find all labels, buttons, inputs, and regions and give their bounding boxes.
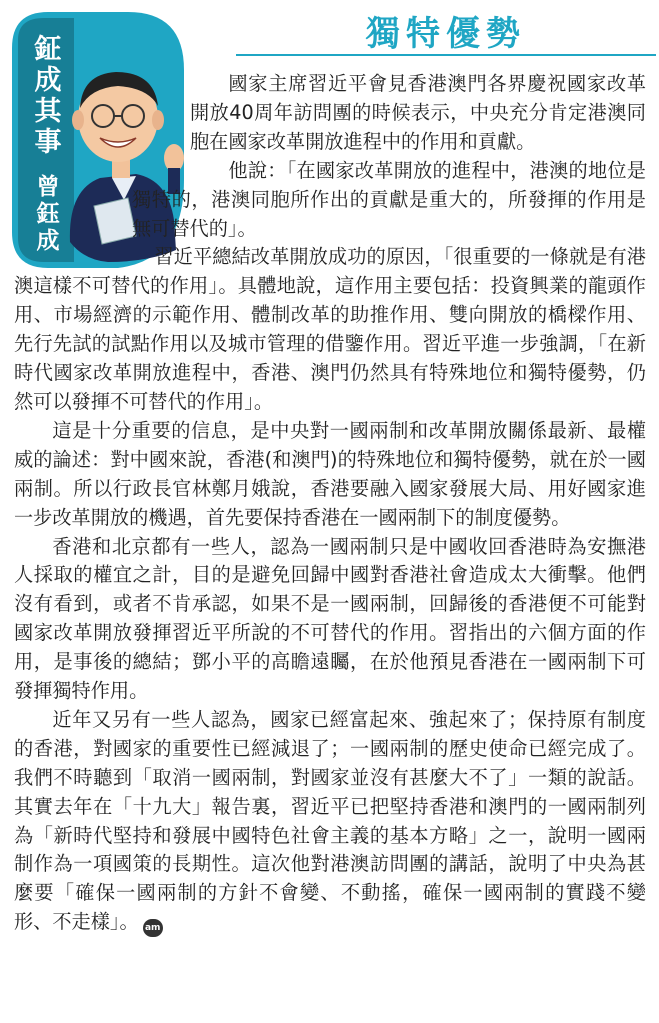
article-headline [236, 6, 656, 58]
badge-wrap-spacer [14, 70, 190, 182]
paragraph: 他說：「在國家改革開放的進程中，港澳的地位是獨特的，港澳同胞所作出的貢獻是重大的，所發揮的作用是無可替代的」。 [132, 158, 646, 240]
paragraph: 這是十分重要的信息，是中央對一國兩制和改革開放關係最新、最權威的論述：對中國來說，香港(和澳門)的特殊地位和獨特優勢，就在於一國兩制。所以行政長官林鄭月娥說，香港要融入國家發展大局、用好國家進一步改革開放的機遇，首先要保持香港在一國兩制下的制度優勢。 [14, 418, 646, 529]
paragraph: 香港和北京都有一些人，認為一國兩制只是中國收回香港時為安撫港人採取的權宜之計，目的是避免回歸中國對香港社會造成太大衝擊。他們沒有看到，或者不肯承認，如果不是一國兩制，回歸後的香港便不可能對國家改革開放發揮習近平所說的不可替代的作用。習指出的六個方面的作用，是事後的總結；鄧小平的高瞻遠矚，在於他預見香港在一國兩制下可發揮獨特作用。 [14, 534, 646, 703]
column-name: 鉦成其事 [34, 34, 62, 158]
paragraph-last-text: 近年又另有一些人認為，國家已經富起來、強起來了；保持原有制度的香港，對國家的重要性已經減退了；一國兩制的歷史使命已經完成了。我們不時聽到「取消一國兩制，對國家並沒有甚麼大不了」一類的說話。其實去年在「十九大」報告裏，習近平已把堅持香港和澳門的一國兩制列為「新時代堅持和發展中國特色社會主義的基本方略」之一，說明一國兩制作為一項國策的長期性。這次他對港澳訪問團的講話，說明了中央為甚麼要「確保一國兩制的方針不會變、不動搖，確保一國兩制的實踐不變形、不走樣」。 [14, 707, 646, 934]
headline-underline [236, 54, 656, 56]
badge-wrap-spacer-bottom [14, 240, 116, 270]
end-of-article-mark-icon: am [143, 919, 163, 937]
column-author: 曾鈺成 [36, 174, 60, 254]
paragraph: 國家主席習近平會見香港澳門各界慶祝國家改革開放40周年訪問團的時候表示，中央充分肯定港澳同胞在國家改革開放進程中的作用和貢獻。 [190, 72, 646, 153]
paragraph-last [14, 706, 646, 937]
article-body [14, 70, 646, 937]
headline-title: 獨特優勢 [366, 14, 526, 54]
badge-wrap-spacer-lower [14, 182, 132, 240]
paragraph: 習近平總結改革開放成功的原因，「很重要的一條就是有港澳這樣不可替代的作用」。具體地說，這作用主要包括：投資興業的龍頭作用、市場經濟的示範作用、體制改革的助推作用、雙向開放的橋樑作用、先行先試的試點作用以及城市管理的借鑒作用。習近平進一步強調，「在新時代國家改革開放進程中，香港、澳門仍然具有特殊地位和獨特優勢，仍然可以發揮不可替代的作用」。 [14, 245, 646, 413]
